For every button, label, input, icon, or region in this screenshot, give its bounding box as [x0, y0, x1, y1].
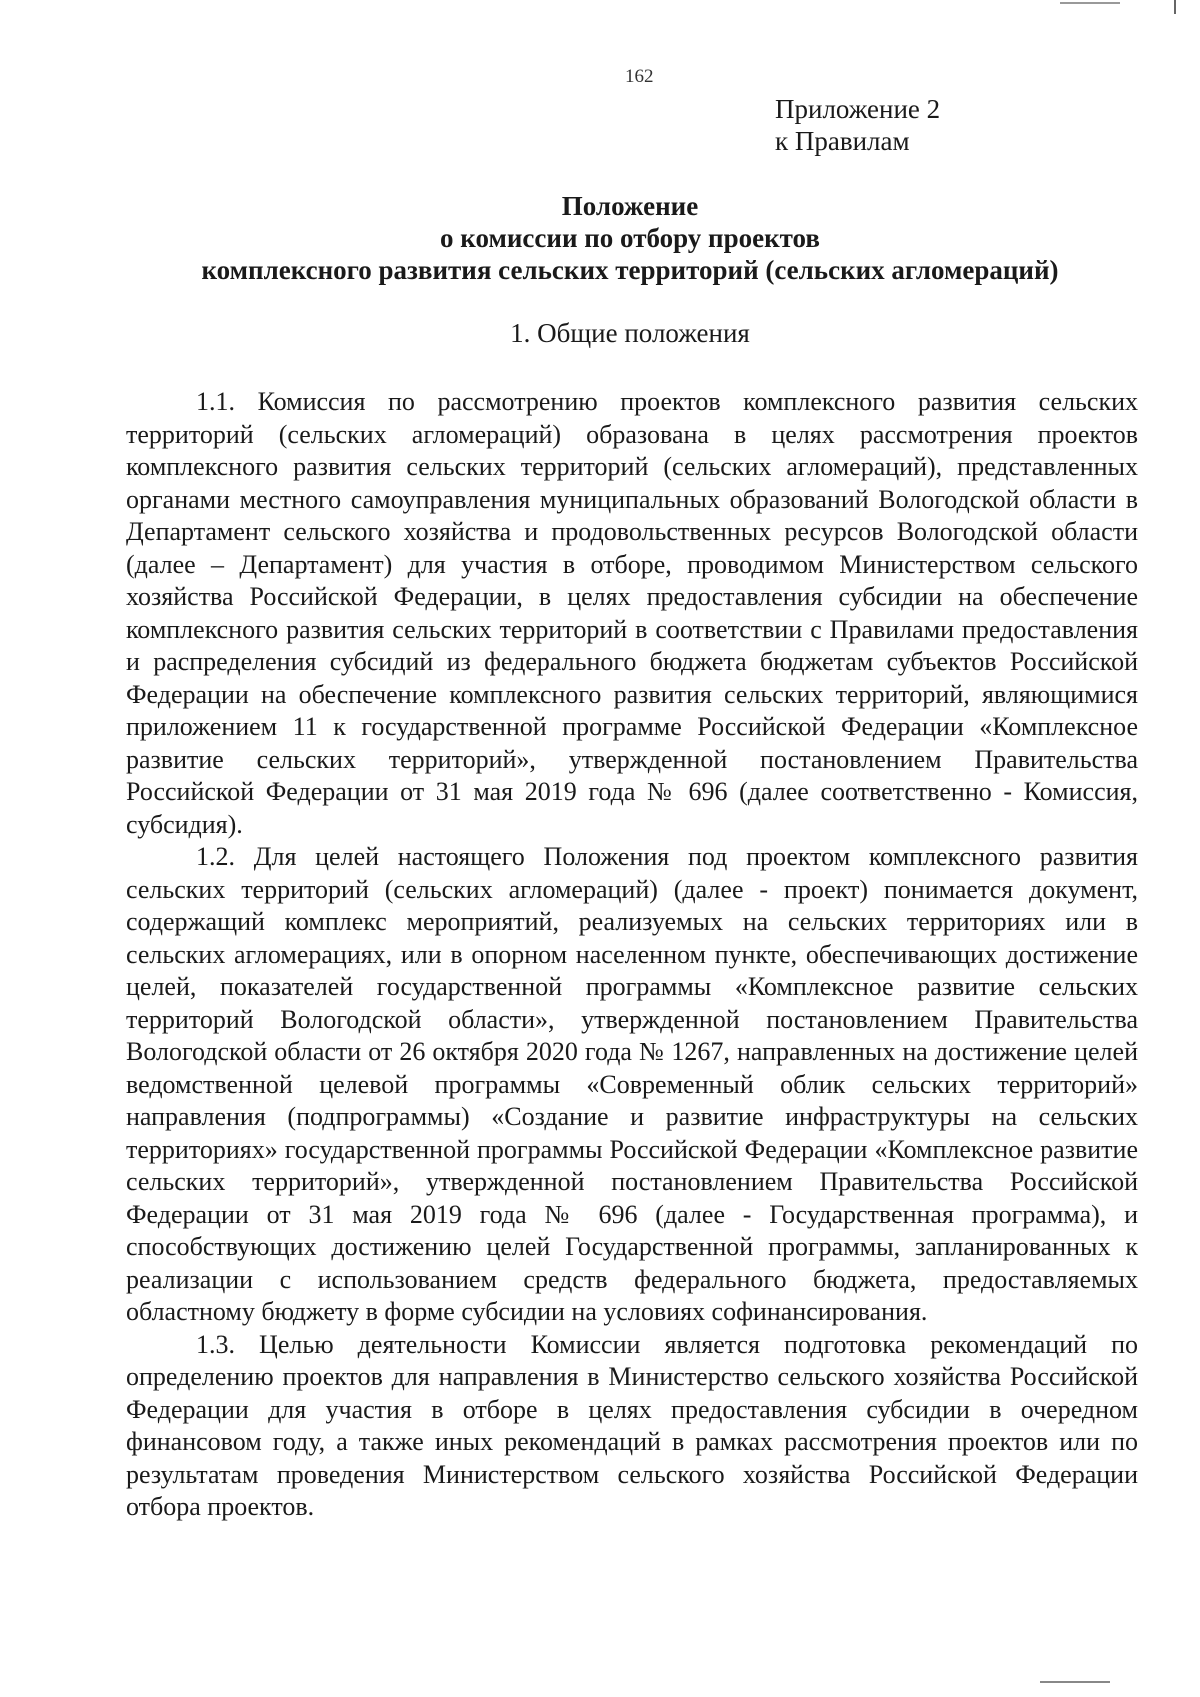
paragraph: 1.1. Комиссия по рассмотрению проектов комплексного развития сельских территорий (сельских агломераций) образована в целях рассмотрения проектов комплексного развития сельских территорий (сельских агломераций), представленных органами местного самоуправления муниципальных образований Вологодской области в Департамент сельского хозяйства и продовольственных ресурсов Вологодской области (далее – Департамент) для участия в отборе, проводимом Министерством сельского хозяйства Российской Федерации, в целях предоставления субсидии на обеспечение комплексного развития сельских территорий в соответствии с Правилами предоставления и распределения субсидий из федерального бюджета бюджетам субъектов Российской Федерации на обеспечение комплексного развития сельских территорий, являющимися приложением 11 к государственной программе Российской Федерации «Комплексное развитие сельских территорий», утвержденной постановлением Правительства Российской Федерации от 31 мая 2019 года № 696 (далее соответственно - Комиссия, субсидия).	[126, 387, 1138, 839]
page-number: 162	[625, 66, 654, 87]
document-title	[120, 190, 1140, 286]
scan-artifact	[1060, 2, 1120, 4]
paragraph: 1.2. Для целей настоящего Положения под проектом комплексного развития сельских территорий (сельских агломераций) (далее - проект) понимается документ, содержащий комплекс мероприятий, реализуемых на сельских территориях или в сельских агломерациях, или в опорном населенном пункте, обеспечивающих достижение целей, показателей государственной программы «Комплексное развитие сельских территорий Вологодской области», утвержденной постановлением Правительства Вологодской области от 26 октября 2020 года № 1267, направленных на достижение целей ведомственной целевой программы «Современный облик сельских территорий» направления (подпрограммы) «Создание и развитие инфраструктуры на сельских территориях» государственной программы Российской Федерации «Комплексное развитие сельских территорий», утвержденной постановлением Правительства Российской Федерации от 31 мая 2019 года № 696 (далее - Государственная программа), и способствующих достижению целей Государственной программы, запланированных к реализации с использованием средств федерального бюджета, предоставляемых областному бюджету в форме субсидии на условиях софинансирования.	[126, 842, 1138, 1326]
paragraph: 1.3. Целью деятельности Комиссии является подготовка рекомендаций по определению проектов для направления в Министерство сельского хозяйства Российской Федерации для участия в отборе в целях предоставления субсидии в очередном финансовом году, а также иных рекомендаций в рамках рассмотрения проектов или по результатам проведения Министерством сельского хозяйства Российской Федерации отбора проектов.	[126, 1329, 1138, 1521]
appendix-reference	[775, 93, 940, 157]
document-body	[126, 386, 1138, 1524]
section-heading: 1. Общие положения	[510, 318, 750, 348]
appendix-line: к Правилам	[775, 126, 910, 156]
scan-artifact	[1040, 1681, 1110, 1683]
scan-artifact	[1174, 0, 1176, 14]
title-line: о комиссии по отбору проектов	[440, 223, 820, 253]
title-line: комплексного развития сельских территорий (сельских агломераций)	[201, 255, 1059, 285]
appendix-line: Приложение 2	[775, 94, 941, 124]
title-line: Положение	[561, 191, 699, 221]
